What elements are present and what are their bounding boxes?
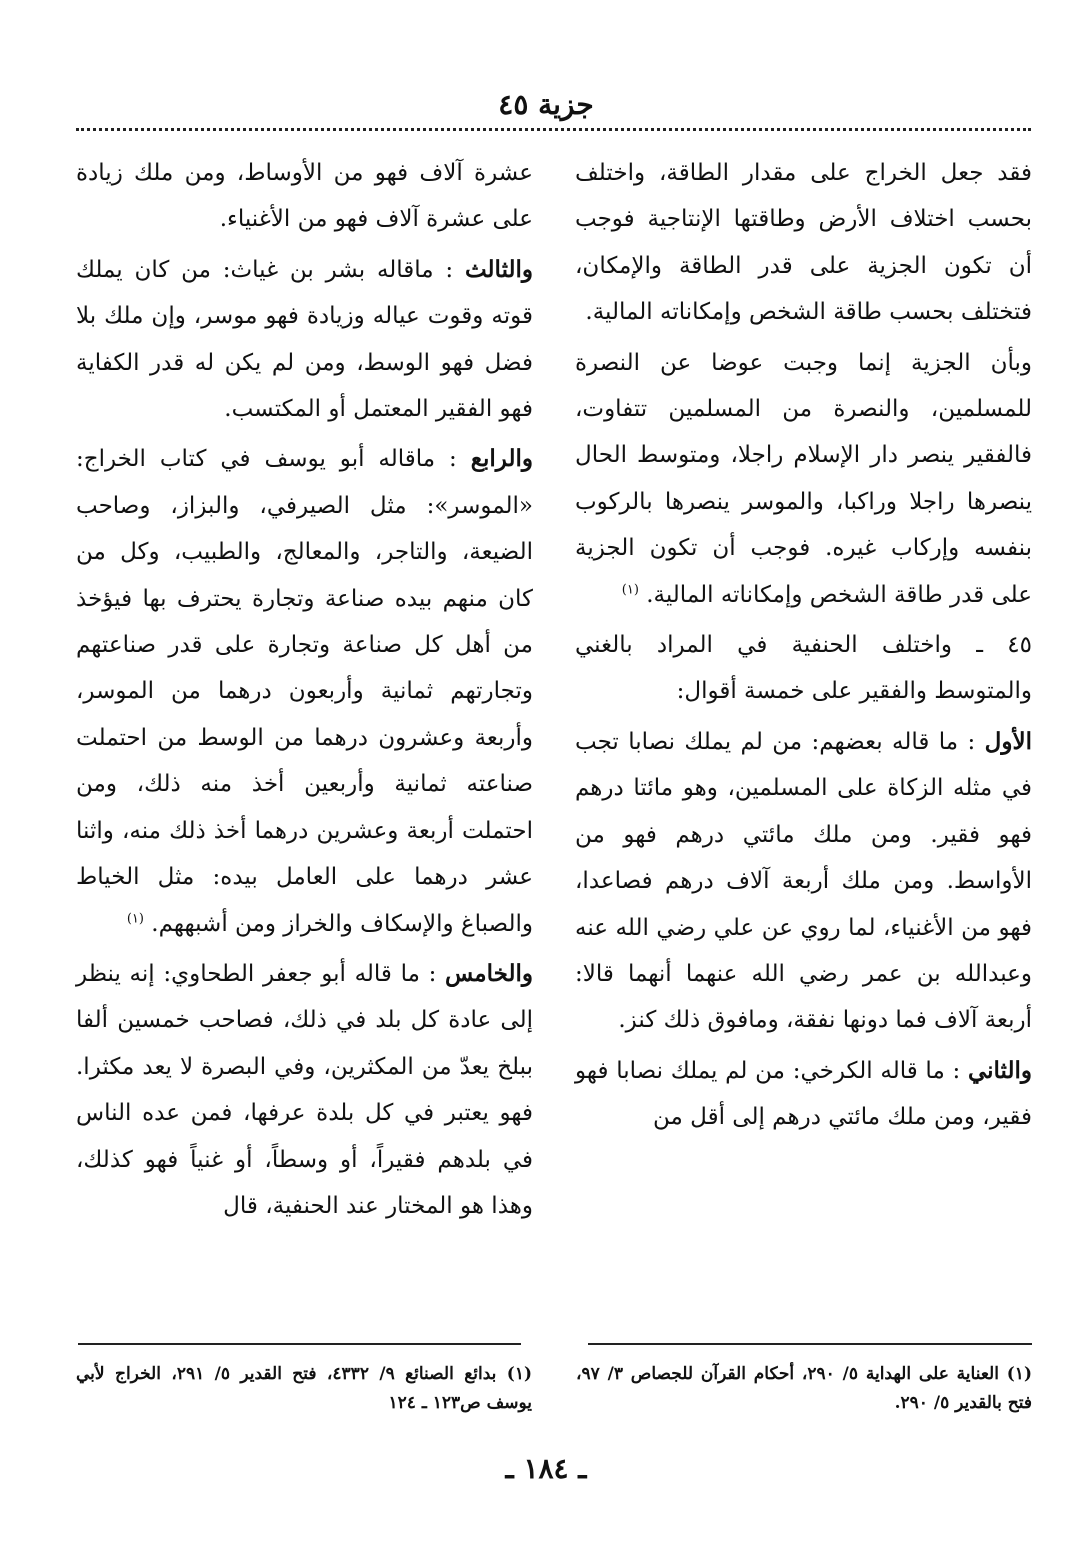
paragraph-text: : ما قاله بعضهم: من لم يملك نصابا تجب في مثله الزكاة على المسلمين، وهو مائتا درهم فهو فقير. ومن ملك مائتي درهم فهو من الأواسط. ومن ملك أربعة آلاف درهم فصاعدا، فهو من الأغنياء، لما روي عن علي رضي الله عنه وعبدالله بن عمر رضي الله عنهما أنهما قالا: أربعة آلاف فما دونها نفقة، ومافوق ذلك كنز. [575,728,1032,1034]
footnote-reference: (١) [621,582,639,597]
paragraph: عشرة آلاف فهو من الأوساط، ومن ملك زيادة على عشرة آلاف فهو من الأغنياء. [76,160,533,233]
paragraph-text: : ما قاله الكرخي: من لم يملك نصابا فهو فقير، ومن ملك مائتي درهم إلى أقل من [575,1057,1032,1131]
opinion-label: والثاني [967,1056,1032,1084]
footnote-left: (١) بدائع الصنائع ٩/ ٤٣٣٢، فتح القدير ٥/ ٢٩١، الخراج لأبي يوسف ص١٢٣ ـ ١٢٤ [76,1364,532,1413]
page-number: ـ ١٨٤ ـ [505,1452,587,1485]
footnote-right: (١) العناية على الهداية ٥/ ٢٩٠، أحكام القرآن للجصاص ٣/ ٩٧، فتح بالقدير ٥/ ٢٩٠. [576,1364,1032,1413]
paragraph: فقد جعل الخراج على مقدار الطاقة، واختلف بحسب اختلاف الأرض وطاقتها الإنتاجية فوجب أن تكون الجزية على قدر الطاقة والإمكان، فتختلف بحسب طاقة الشخص وإمكاناته المالية. [575,160,1032,326]
left-text-column [76,150,533,1233]
paragraph [575,1048,1032,1141]
footnote-reference: (١) [126,910,144,926]
paragraph [76,951,533,1229]
right-text-column [575,150,1032,1145]
paragraph [575,340,1032,618]
page-title: جزية ٤٥ [498,88,594,121]
paragraph-text: : ماقاله بشر بن غياث: من كان يملك قوته وقوت عياله وزيادة فهو موسر، وإن ملك بلا فضل فهو الوسط، ومن لم يكن له قدر الكفاية فهو الفقير المعتمل أو المكتسب. [76,256,533,423]
paragraph-text: : ما قاله أبو جعفر الطحاوي: إنه ينظر إلى عادة كل بلد في ذلك، فصاحب خمسين ألفا ببلخ يعدّ من المكثرين، وفي البصرة لا يعد مكثرا. فهو يعتبر في كل بلدة عرفها، فمن عده الناس في بلدهم فقيراً، أو وسطاً، أو غنياً فهو كذلك، وهذا هو المختار عند الحنفية، قال [76,960,533,1219]
opinion-label: والثالث [464,255,534,283]
footnote-divider [588,1343,1032,1345]
opinion-label: والرابع [470,445,533,473]
opinion-label: والخامس [444,959,533,987]
paragraph-text: وبأن الجزية إنما وجبت عوضا عن النصرة للمسلمين، والنصرة من المسلمين تتفاوت، فالفقير ينصر دار الإسلام راجلا، ومتوسط الحال ينصرها راجلا وراكبا، والموسر ينصرها بالركوب بنفسه وإركاب غيره. فوجب أن تكون الجزية على قدر طاقة الشخص وإمكاناته المالية. [575,349,1032,608]
section-heading-paragraph: ٤٥ ـ واختلف الحنفية في المراد بالغني والمتوسط والفقير على خمسة أقوال: [575,632,1032,705]
paragraph [76,247,533,433]
header-dotted-divider [76,128,1031,131]
paragraph-text: : ماقاله أبو يوسف في كتاب الخراج: «الموسر»: مثل الصيرفي، والبزاز، وصاحب الضيعة، والتاجر، والمعالج، والطبيب، وكل من كان منهم بيده صناعة وتجارة يحترف بها فيؤخذ من أهل كل صناعة وتجارة على قدر صناعتهم وتجارتهم ثمانية وأربعون درهما من الموسر، وأربعة وعشرون درهما من الوسط من احتملت صناعته ثمانية وأربعين أخذ منه ذلك، ومن احتملت أربعة وعشرين درهما أخذ ذلك منه، واثنا عشر درهما على العامل بيده: مثل الخياط والصباغ والإسكاف والخراز ومن أشبههم. [76,446,533,937]
paragraph [575,719,1032,1044]
paragraph [76,436,533,946]
opinion-label: الأول [984,727,1032,755]
footnote-divider [78,1343,521,1345]
